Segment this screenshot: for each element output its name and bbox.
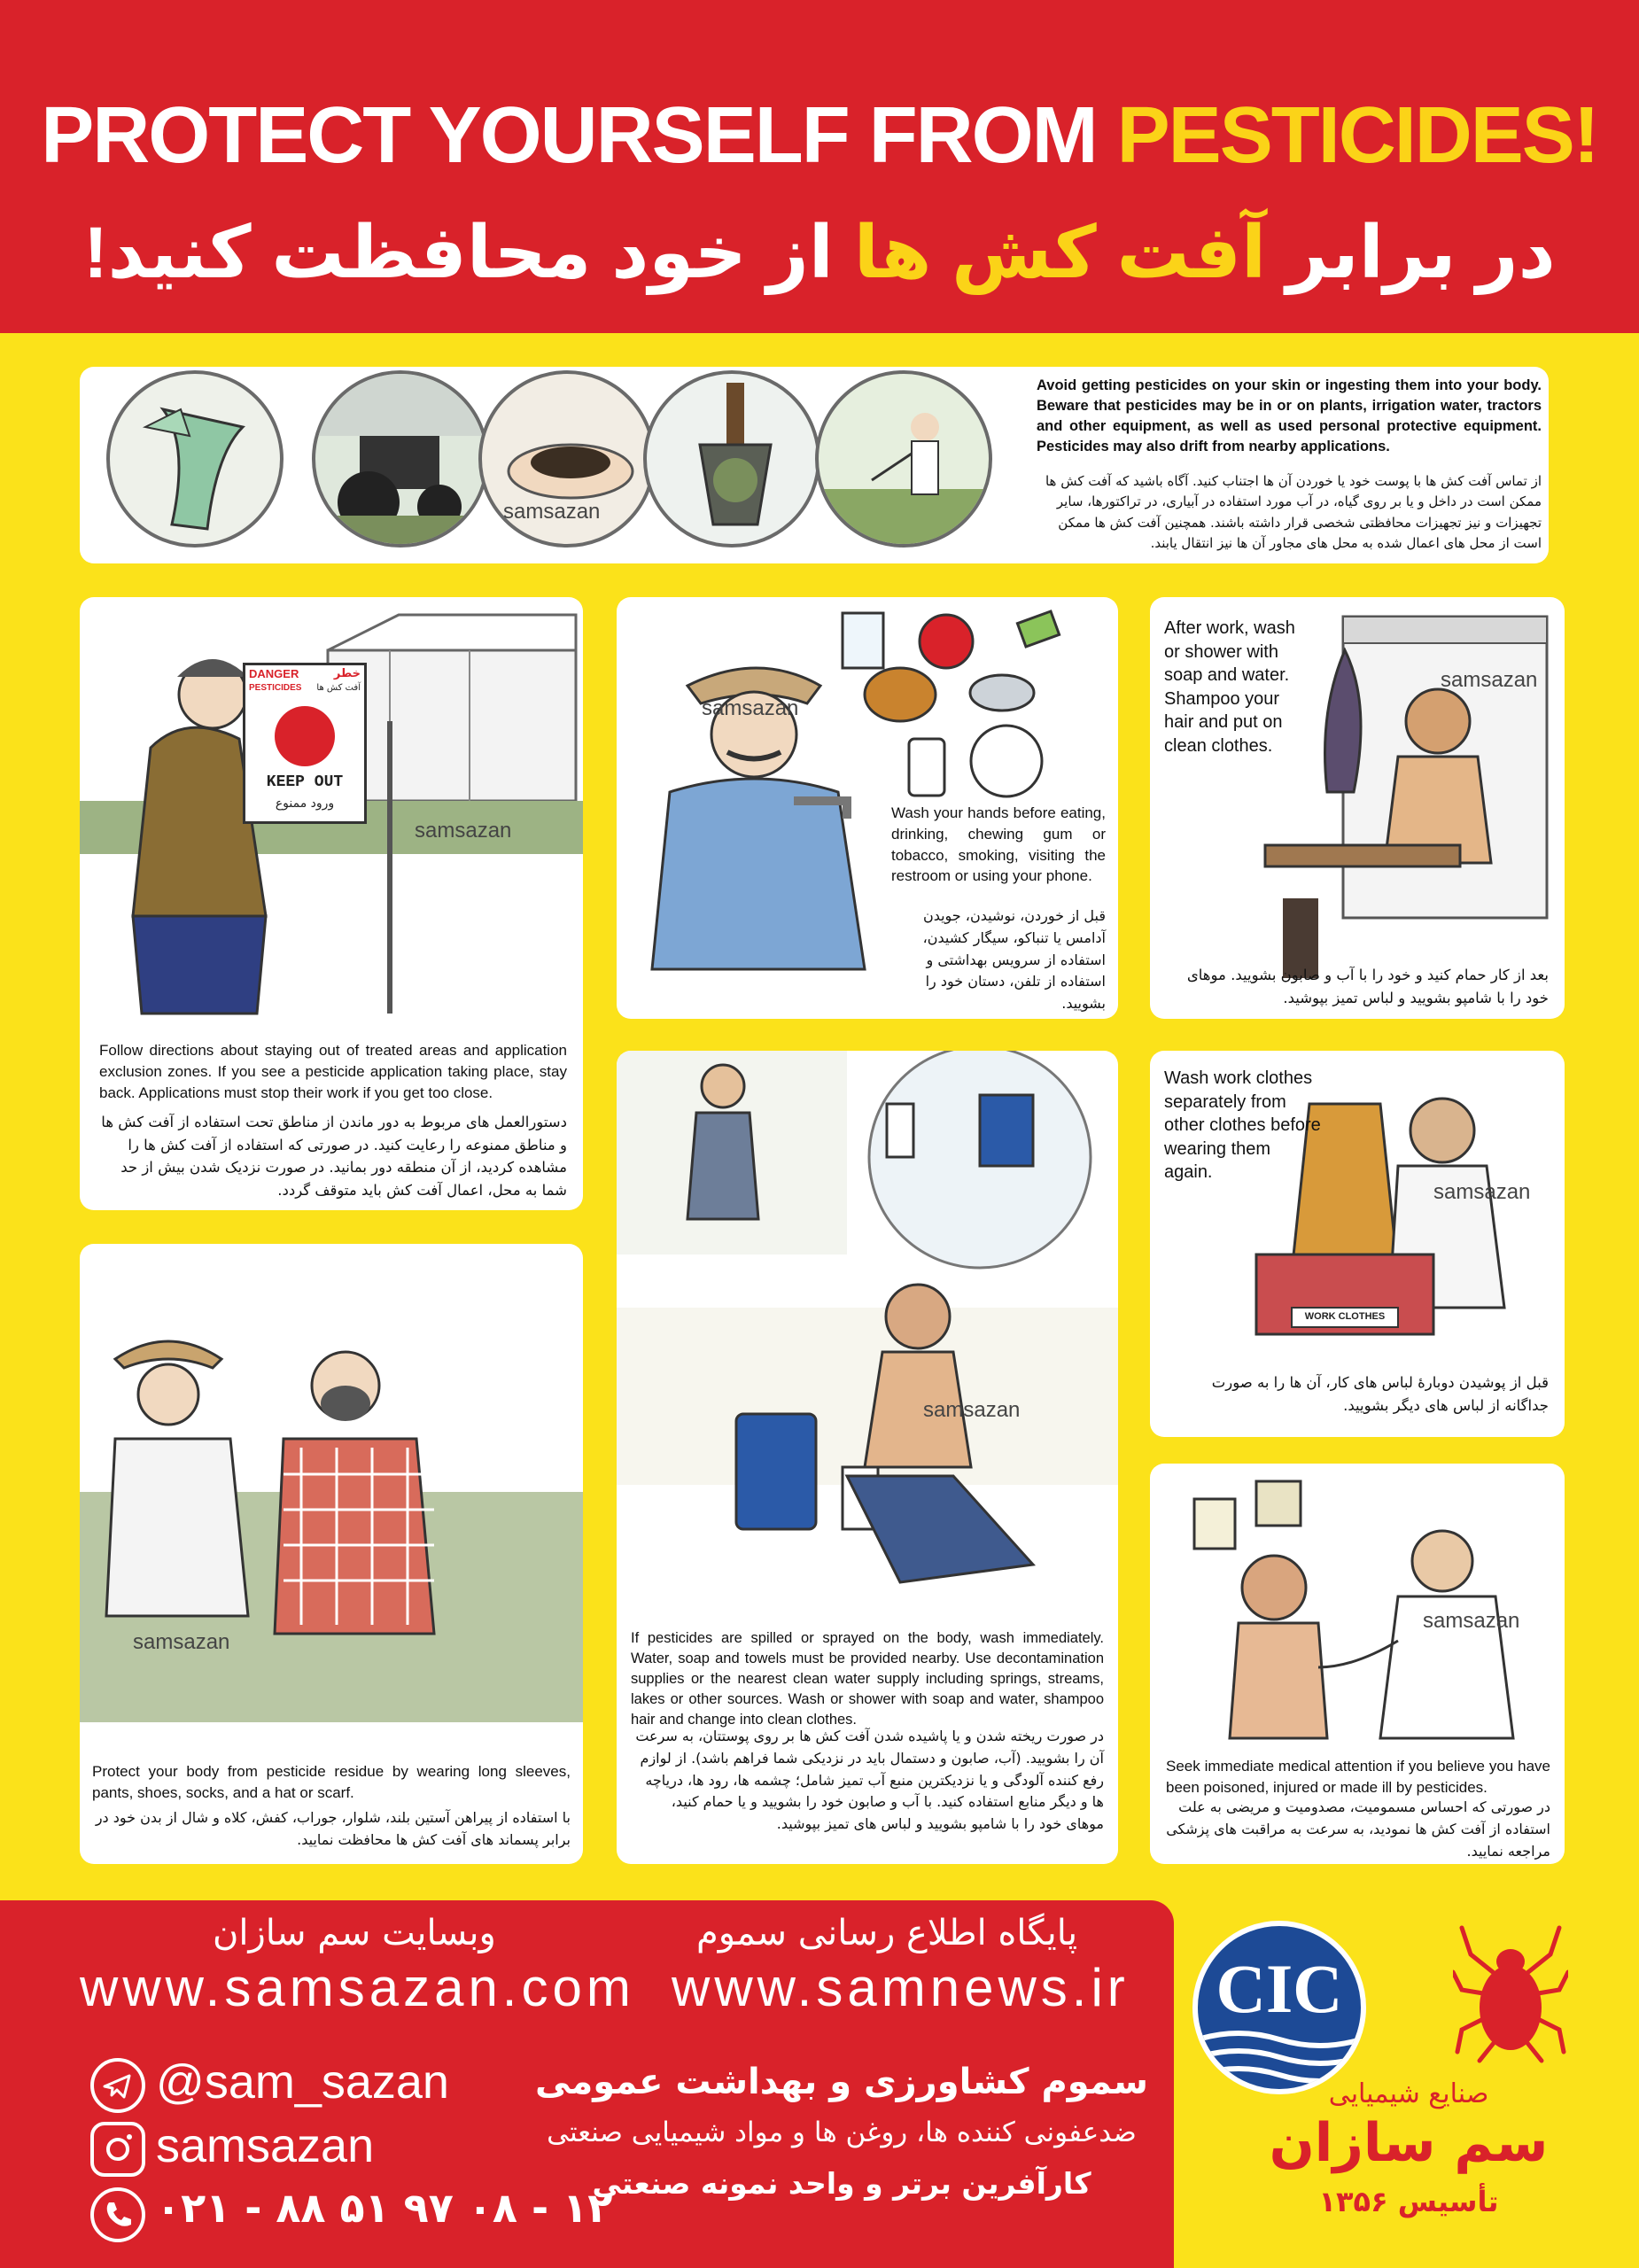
sign-danger-fa: خطر bbox=[333, 667, 361, 680]
sign-keep-out: KEEP OUT bbox=[266, 773, 344, 791]
instagram-icon bbox=[90, 2122, 145, 2177]
cic-logo-text: CIC bbox=[1216, 1950, 1343, 2027]
avoid-text-en: Avoid getting pesticides on your skin or ingesting them into your body. Beware that pesticides may be in or on plants, irrigation water, tractors and other equipment, as well as used personal protective equipment. Pesticides may also drift from nearby applications. bbox=[1037, 377, 1542, 455]
wash-hands-text-fa: قبل از خوردن، نوشیدن، جویدن آدامس یا تنباکو، سیگار کشیدن، استفاده از سرویس بهداشتی و استفاده از تلفن، دستان خود را بشویید. bbox=[922, 907, 1106, 1013]
watermark: samsazan bbox=[133, 1630, 230, 1654]
shower-text-fa: بعد از کار حمام کنید و خود را با آب و صابون بشویید. موهای خود را با شامپو بشویید و لباس تمیز بپوشید. bbox=[1186, 967, 1549, 1006]
tagline-chemicals: ضدعفونی کننده ها، روغن ها و مواد شیمیایی صنعتی bbox=[547, 2117, 1137, 2148]
site-label: وبسایت سم سازان bbox=[213, 1913, 496, 1953]
panel-exclusion-zones bbox=[80, 597, 583, 1210]
illustration-shovel bbox=[643, 370, 820, 548]
sign-keep-out-fa: ورود ممنوع bbox=[275, 796, 335, 811]
medical-text-en: Seek immediate medical attention if you believe you have been poisoned, injured or made ill by pesticides. bbox=[1166, 1758, 1550, 1796]
medical-text-fa: در صورتی که احساس مسمومیت، مصدومیت و مریضی به علت استفاده از آفت کش ها نمودید، به سرعت به مراقبت های پزشکی مراجعه نمایید. bbox=[1166, 1798, 1550, 1860]
sign-danger-label: DANGER bbox=[249, 667, 299, 680]
watermark: samsazan bbox=[503, 500, 601, 524]
title-en-highlight: PESTICIDES! bbox=[1116, 91, 1598, 180]
panel-avoid-exposure bbox=[80, 367, 1549, 563]
protect-body-text-fa: با استفاده از پیراهن آستین بلند، شلوار، جوراب، کفش، کلاه و شال از بدن خود در برابر پسماند های آفت کش ها محافظت نمایید. bbox=[95, 1809, 571, 1848]
news-label: پایگاه اطلاع رسانی سموم bbox=[696, 1913, 1078, 1953]
watermark: samsazan bbox=[923, 1398, 1021, 1422]
illustration-decontamination bbox=[617, 1051, 1118, 1600]
title-fa-part1: در برابر bbox=[1266, 213, 1556, 293]
title-english bbox=[0, 90, 1639, 182]
sign-stop-icon bbox=[275, 706, 335, 766]
instagram-handle[interactable]: samsazan bbox=[156, 2119, 375, 2172]
shower-text-en: After work, wash or shower with soap and water. Shampoo your hair and put on clean clothes. bbox=[1164, 618, 1295, 756]
panel-protect-body bbox=[80, 1244, 583, 1864]
title-en-main: PROTECT YOURSELF FROM bbox=[41, 91, 1117, 180]
phone-icon bbox=[90, 2187, 145, 2242]
spill-text-fa: در صورت ریخته شدن و یا پاشیده شدن آفت کش ها بر روی پوستتان، به سرعت آن را بشویید. (آب، صابون و دستمال باید در نزدیکی شما فراهم باشد). از لوازم رفع کننده آلودگی و یا نزدیکترین منبع آب تمیز شامل؛ چشمه ها، رود ها، دریاچه ها و دیگر منابع استفاده کنید. با آب و صابون خود را بشویید و یا حمام کنید، موهای خود را با شامپو بشویید و لباس های تمیز بپوشید. bbox=[635, 1728, 1104, 1833]
illustration-sprayer bbox=[815, 370, 992, 548]
title-fa-part2: از خود محافظت کنید! bbox=[83, 213, 854, 293]
founded-year: تأسیس ۱۳۵۶ bbox=[1318, 2185, 1499, 2218]
avoid-text-fa: از تماس آفت کش ها با پوست خود یا خوردن آن ها اجتناب کنید. آگاه باشید که آفت کش ها ممکن است در داخل و یا بر روی گیاه، در آب مورد استفاده در آبیاری، در تراکتورها، سایر تجهیزات و نیز تجهیزات محافظتی شخصی قرار داشته باشند. همچنین آفت کش ها ممکن است از محل های اعمال شده به محل های مجاور آن ها نیز انتقال یابند. bbox=[1045, 473, 1542, 551]
protect-body-text-en: Protect your body from pesticide residue by wearing long sleeves, pants, shoes, socks, and a hat or scarf. bbox=[92, 1763, 571, 1801]
laundry-text-en: Wash work clothes separately from other clothes before wearing them again. bbox=[1164, 1068, 1321, 1183]
company-name: سم سازان bbox=[1269, 2112, 1549, 2174]
illustration-gloves bbox=[106, 370, 284, 548]
panel-spill bbox=[617, 1051, 1118, 1864]
mite-icon bbox=[1453, 1919, 1568, 2070]
exclusion-text-fa: دستورالعمل های مربوط به دور ماندن از مناطق تحت استفاده از آفت کش ها و مناطق ممنوعه را رعایت کنید. در صورتی که استفاده از آفت کش ها را مشاهده کردید، از آن منطقه دور بمانید. در صورت نزدیک شدن بیش از حد شما به محل، اعمال آفت کش باید متوقف گردد. bbox=[101, 1114, 567, 1199]
laundry-text-fa: قبل از پوشیدن دوبارهٔ لباس های کار، آن ها را به صورت جداگانه از لباس های دیگر بشویید. bbox=[1211, 1374, 1549, 1414]
panel-medical bbox=[1150, 1464, 1565, 1864]
basket-label: WORK CLOTHES bbox=[1304, 1311, 1386, 1322]
footer-contact bbox=[0, 1900, 1174, 2268]
sign-pesticides-label: PESTICIDES bbox=[249, 683, 302, 693]
spill-text-en: If pesticides are spilled or sprayed on the body, wash immediately. Water, soap and towels must be provided nearby. Use decontamination supplies or the nearest clean water supply including springs, streams, lakes or other sources. Wash or shower with soap and water, shampoo hair and change into clean clothes. bbox=[631, 1630, 1104, 1728]
header-banner bbox=[0, 0, 1639, 333]
watermark: samsazan bbox=[1433, 1180, 1531, 1204]
title-persian bbox=[0, 211, 1639, 295]
watermark: samsazan bbox=[1423, 1609, 1520, 1633]
telegram-handle[interactable]: @sam_sazan bbox=[156, 2055, 449, 2109]
watermark: samsazan bbox=[415, 819, 512, 843]
sign-pesticides-fa: آفت کش ها bbox=[316, 683, 361, 693]
danger-sign bbox=[243, 663, 367, 824]
title-fa-highlight: آفت کش ها bbox=[853, 213, 1267, 293]
sign-danger-band bbox=[245, 665, 364, 701]
tagline-pesticides: سموم کشاورزی و بهداشت عمومی bbox=[534, 2062, 1149, 2102]
wash-hands-text-en: Wash your hands before eating, drinking, chewing gum or tobacco, smoking, visiting the restroom or using your phone. bbox=[891, 804, 1106, 885]
illustration-tractor bbox=[312, 370, 489, 548]
telegram-icon bbox=[90, 2058, 145, 2113]
tagline-award: کارآفرین برتر و واحد نمونه صنعتی bbox=[592, 2166, 1091, 2201]
phone-number[interactable]: ۰۲۱ - ۸۸ ۵۱ ۹۷ ۰۸ - ۱۲ bbox=[156, 2184, 613, 2232]
panel-laundry bbox=[1150, 1051, 1565, 1437]
illustration-doctor bbox=[1150, 1464, 1565, 1747]
panel-wash-hands bbox=[617, 597, 1118, 1019]
exclusion-text-en: Follow directions about staying out of treated areas and application exclusion zones. If you see a pesticide application taking place, stay back. Applications must stop their work if you get too close. bbox=[99, 1042, 567, 1101]
watermark: samsazan bbox=[1441, 668, 1538, 692]
news-url[interactable]: www.samnews.ir bbox=[672, 1958, 1130, 2017]
cic-logo bbox=[1192, 1921, 1366, 2094]
company-line: صنایع شیمیایی bbox=[1328, 2078, 1489, 2109]
panel-shower bbox=[1150, 597, 1565, 1019]
site-url[interactable]: www.samsazan.com bbox=[80, 1958, 635, 2017]
watermark: samsazan bbox=[702, 696, 799, 720]
